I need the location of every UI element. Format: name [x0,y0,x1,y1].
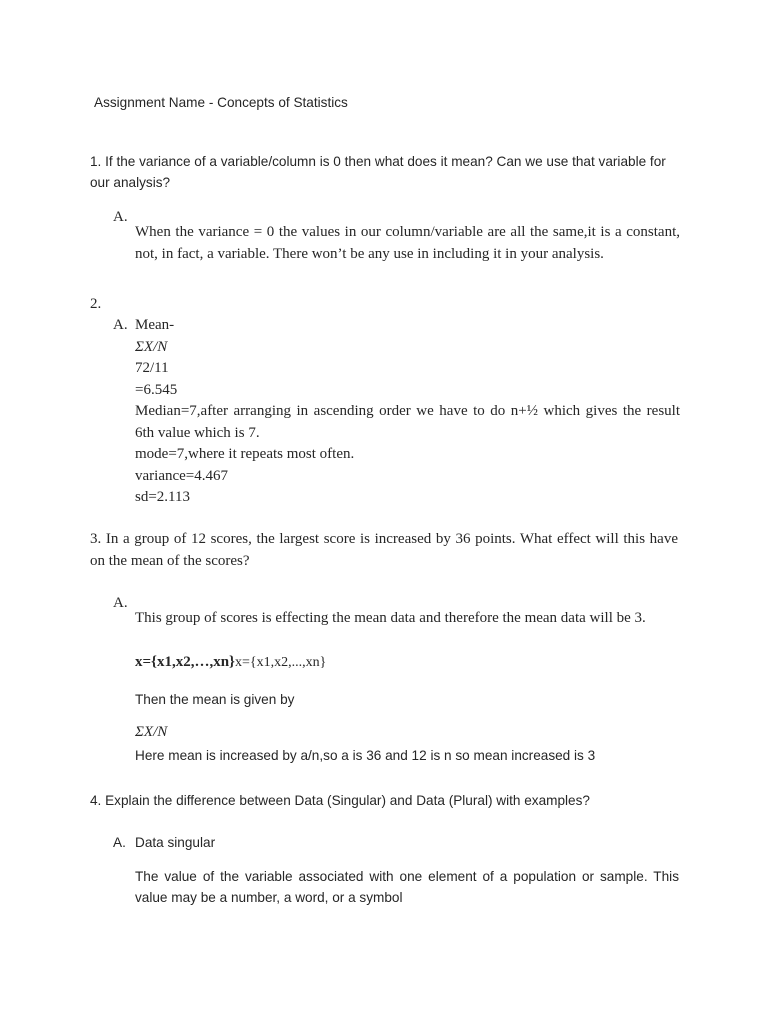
variance-text: variance=4.467 [135,467,229,484]
data-singular-heading: Data singular [135,835,216,850]
median-text: Median=7,after arranging in ascending order we have to do n+½ which gives the result 6th value which is 7. [135,403,680,441]
sd-text: sd=2.113 [135,489,190,505]
question-1: 1. If the variance of a variable/column is 0 then what does it mean? Can we use that variable for our analysis? [90,154,666,190]
mean-fraction: 72/11 [135,360,169,376]
assignment-title: Assignment Name - Concepts of Statistics [94,95,348,110]
data-singular-definition: The value of the variable associated with one element of a population or sample. This value may be a number, a word, or a symbol [135,869,679,905]
mean-intro: Then the mean is given by [135,692,295,707]
answer-2-block [135,315,680,509]
mode-text: mode=7,where it repeats most often. [135,446,355,462]
mean-conclusion: Here mean is increased by a/n,so a is 36 and 12 is n so mean increased is 3 [135,748,596,763]
set-formula [135,652,326,674]
mean-label: Mean- [135,317,175,333]
mean-result: =6.545 [135,381,178,398]
answer-1-marker: A. [113,209,128,225]
set-formula-bold: x={x1,x2,…,xn} [135,654,235,670]
question-4: 4. Explain the difference between Data (Singular) and Data (Plural) with examples? [90,793,590,808]
answer-4-marker: A. [113,835,126,850]
set-formula-plain: x={x1,x2,...,xn} [234,655,327,670]
sigma-formula: ΣX/N [135,724,168,740]
question-3: 3. In a group of 12 scores, the largest score is increased by 36 points. What effect will this have on the mean of the scores? [90,531,678,569]
answer-2-marker: A. [113,317,128,333]
answer-3-marker: A. [113,595,128,611]
answer-1-text: When the variance = 0 the values in our column/variable are all the same,it is a constant, not, in fact, a variable. There won’t be any use in including it in your analysis. [135,224,680,262]
mean-formula: ΣX/N [135,338,168,355]
question-2-number: 2. [90,296,102,312]
answer-3-text: This group of scores is effecting the mean data and therefore the mean data will be 3. [135,610,646,626]
